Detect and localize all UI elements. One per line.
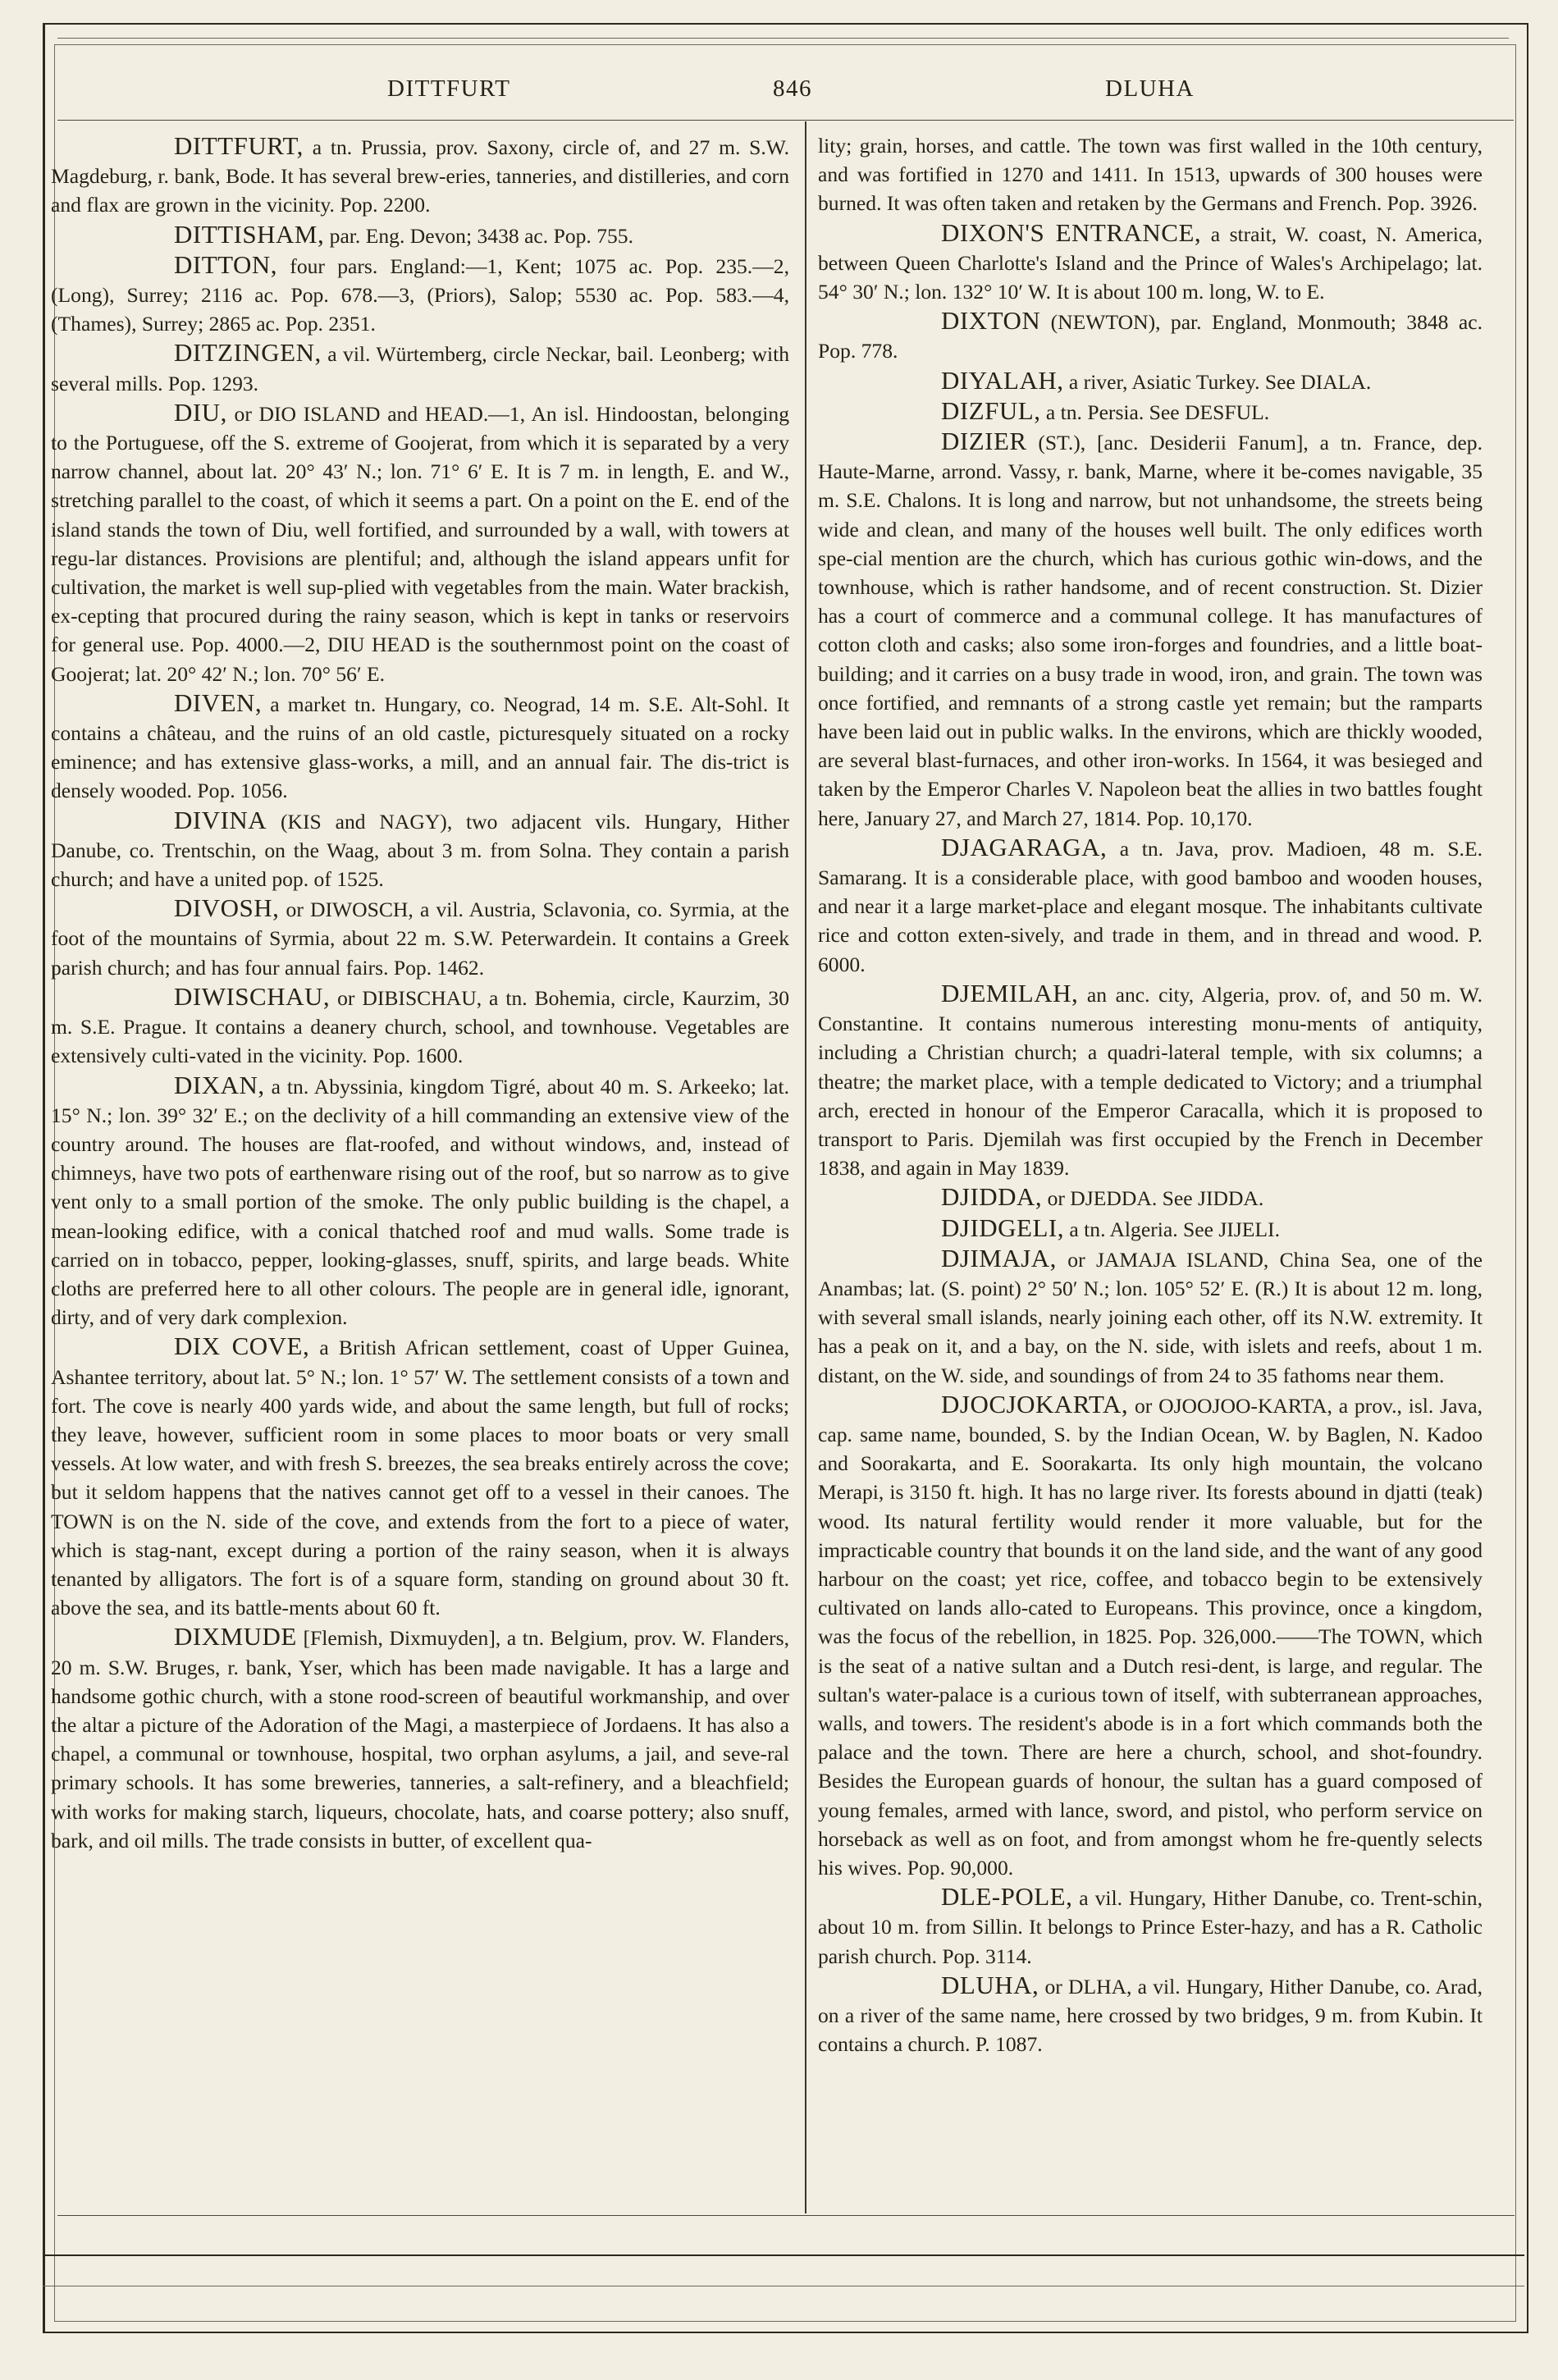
entry-text: or DIO ISLAND and HEAD.—1, An isl. Hindoostan, belonging to the Portuguese, off the S. extreme of Goojerat, from which it is separated by a very narrow channel, about lat. 20° 43′ N.; lon. 71° 6′ E. It is 7 m. in length, E. and W., stretching parallel to the coast, of which it seems a part. On a point on the E. end of the island stands the town of Diu, well fortified, and surrounded by a wall, with towers at regu-lar distances. Provisions are plentiful; and, although the island appears unfit for cultivation, the market is well sup-plied with vegetables from the main. Water brackish, ex-cepting that procured during the rainy season, which is kept in tanks or reservoirs for general use. Pop. 4000.—2, DIU HEAD is the southernmost point on the coast of Goojerat; lat. 20° 42′ N.; lon. 70° 56′ E. — [51, 401, 789, 686]
entry-headword: DIWISCHAU, — [174, 981, 331, 1011]
entry-text: a tn. Prussia, prov. Saxony, circle of, and 27 m. S.W. Magdeburg, r. bank, Bode. It has several brew-eries, tanneries, and distilleries, and corn and flax are grown in the vicinity. Pop. 2200. — [51, 135, 789, 217]
entry-text: a market tn. Hungary, co. Neograd, 14 m. S.E. Alt-Sohl. It contains a château, and the ruins of an old castle, picturesquely situated on a rocky eminence; and has extensive glass-works, a mill, and an annual fair. The dis-trict is densely wooded. Pop. 1056. — [51, 692, 789, 803]
entry-headword: DIZFUL, — [941, 395, 1041, 425]
entry-text: (KIS and NAGY), two adjacent vils. Hungary, Hither Danube, co. Trentschin, on the Waag, about 3 m. from Solna. They contain a parish church; and have a united pop. of 1525. — [51, 809, 789, 892]
entry-headword: DJEMILAH, — [941, 978, 1079, 1007]
dictionary-entry — [818, 306, 1483, 365]
dictionary-entry — [51, 1622, 789, 1855]
dictionary-entry — [818, 1882, 1483, 1971]
dictionary-entry — [818, 427, 1483, 833]
dictionary-entry — [51, 806, 789, 894]
bottom-frame-rule — [43, 2254, 1524, 2256]
entry-headword: DJIMAJA, — [941, 1243, 1057, 1272]
column-divider — [805, 121, 806, 2213]
entry-headword: DIU, — [174, 397, 227, 427]
entry-text: a vil. Hungary, Hither Danube, co. Trent-schin, about 10 m. from Sillin. It belongs to Prince Ester-hazy, and has a R. Catholic parish church. Pop. 3114. — [818, 1886, 1483, 1968]
dictionary-entry — [818, 833, 1483, 979]
entry-headword: DIVINA — [174, 805, 267, 834]
entry-headword: DITTON, — [174, 249, 278, 279]
dictionary-entry — [818, 1182, 1483, 1213]
entry-text: a vil. Würtemberg, circle Neckar, bail. Leonberg; with several mills. Pop. 1293. — [51, 342, 789, 395]
entry-headword: DLUHA, — [941, 1970, 1039, 1999]
entry-text: or JAMAJA ISLAND, China Sea, one of the Anambas; lat. (S. point) 2° 50′ N.; lon. 105° 52′ E. (R.) It is about 12 m. long, with several small islands, nearly joining each other, off its N.W. extremity. It has a peak on it, and a bay, on the N. side, with islets and reefs, about 1 m. distant, on the W. side, and soundings of from 24 to 35 fathoms near them. — [818, 1247, 1483, 1387]
entry-text: a British African settlement, coast of Upper Guinea, Ashantee territory, about lat. 5° N.; lon. 1° 57′ W. The settlement consists of a town and fort. The cove is nearly 400 yards wide, and about the same length, but full of rocks; they leave, however, sufficient room in some places to moor boats or very small vessels. At low water, and with fresh S. breezes, the sea breaks entirely across the cove; but it seldom happens that the natives cannot get off to a vessel in their canoes. The TOWN is on the N. side of the cove, and extends from the fort to a piece of water, which is stag-nant, except during a portion of the rainy season, when it is always tenanted by alligators. The fort is of a square form, standing on ground about 30 ft. above the sea, and its battle-ments about 60 ft. — [51, 1336, 789, 1620]
entry-text: a tn. Java, prov. Madioen, 48 m. S.E. Samarang. It is a considerable place, with good bamboo and wooden houses, and near it a large market-place and elegant mosque. The inhabitants cultivate rice and cotton exten-sively, and trade in them, and in thread and wood. P. 6000. — [818, 836, 1483, 976]
right-column — [818, 131, 1483, 2219]
header-right-word: DLUHA — [1105, 75, 1195, 102]
entry-text: a strait, W. coast, N. America, between Queen Charlotte's Island and the Prince of Wales's Archipelago; lat. 54° 30′ N.; lon. 132° 10′ W. It is about 100 m. long, W. to E. — [818, 222, 1483, 304]
dictionary-entry — [51, 131, 789, 220]
entry-headword: DIZIER — [941, 427, 1027, 456]
dictionary-entry — [818, 1971, 1483, 2059]
header-rule — [57, 120, 1514, 121]
entry-headword: DITZINGEN, — [174, 338, 322, 368]
entry-text: (NEWTON), par. England, Monmouth; 3848 ac. Pop. 778. — [818, 310, 1483, 363]
entry-text: or DLHA, a vil. Hungary, Hither Danube, co. Arad, on a river of the same name, here crossed by two bridges, 9 m. from Kubin. It contains a church. P. 1087. — [818, 1974, 1483, 2057]
entry-headword: DITTFURT, — [174, 131, 304, 160]
entry-text: lity; grain, horses, and cattle. The town was first walled in the 10th century, and was fortified in 1270 and 1411. In 1513, upwards of 300 houses were burned. It was often taken and retaken by the Germans and French. Pop. 3926. — [818, 134, 1483, 216]
entry-headword: DIVOSH, — [174, 893, 280, 923]
entry-text: an anc. city, Algeria, prov. of, and 50 m. W. Constantine. It contains numerous interesting monu-ments of antiquity, including a Christian church; a quadri-lateral temple, with six columns; a theatre; the market place, with a temple dedicated to Victory; and a triumphal arch, erected in honour of the Emperor Caracalla, which it is proposed to transport to Paris. Djemilah was first occupied by the French in December 1838, and again in May 1839. — [818, 982, 1483, 1181]
dictionary-entry — [818, 218, 1483, 307]
dictionary-entry — [51, 220, 789, 250]
entry-text: a tn. Algeria. See JIJELI. — [1064, 1217, 1280, 1241]
entry-text: a river, Asiatic Turkey. See DIALA. — [1063, 369, 1372, 394]
entry-headword: DJIDDA, — [941, 1182, 1043, 1212]
entry-text: or DJEDDA. See JIDDA. — [1042, 1186, 1264, 1211]
dictionary-entry — [51, 338, 789, 397]
entry-text: par. Eng. Devon; 3438 ac. Pop. 755. — [324, 223, 633, 248]
entry-text: a tn. Abyssinia, kingdom Tigré, about 40 m. S. Arkeeko; lat. 15° N.; lon. 39° 32′ E.; on the declivity of a hill commanding an extensive view of the country around. The houses are flat-roofed, and without windows, and, instead of chimneys, have two pots of earthenware rising out of the roof, but so narrow as to give vent only to a small portion of the smoke. The only public building is the chapel, a mean-looking edifice, with a conical thatched roof and mud walls. Some trade is carried on in tobacco, pepper, looking-glasses, snuff, spirits, and large beads. White cloths are preferred here to all other colours. The people are in general idle, ignorant, dirty, and of very dark complexion. — [51, 1074, 789, 1330]
bottom-rule — [57, 2215, 1515, 2216]
entry-text: or DIWOSCH, a vil. Austria, Sclavonia, co. Syrmia, at the foot of the mountains of Syrmia, about 22 m. S.W. Peterwardein. It contains a Greek parish church; and has four annual fairs. Pop. 1462. — [51, 898, 789, 980]
running-head — [57, 75, 1518, 110]
entry-text: (ST.), [anc. Desiderii Fanum], a tn. France, dep. Haute-Marne, arrond. Vassy, r. bank, Marne, where it be-comes navigable, 35 m. S.E. Chalons. It is long and narrow, but not unhandsome, the streets being wide and clean, and many of the houses well built. The only edifices worth spe-cial mention are the church, which has curious gothic win-dows, and the townhouse, which is rather handsome, and of recent construction. St. Dizier has a court of commerce and a communal college. It has manufactures of cotton cloth and casks; also some iron-forges and foundries, and a little boat-building; and it carries on a busy trade in wood, iron, and grain. The town was once fortified, and remnants of a strong castle yet remain; but the ramparts have been laid out in public walks. In the environs, which are thickly wooded, are several blast-furnaces, and other iron-works. In 1564, it was besieged and taken by the Emperor Charles V. Napoleon beat the allies in two battles fought here, January 27, and March 27, 1814. Pop. 10,170. — [818, 431, 1483, 830]
dictionary-entry — [818, 979, 1483, 1182]
entry-text: a tn. Persia. See DESFUL. — [1040, 400, 1270, 424]
entry-headword: DJIDGELI, — [941, 1213, 1064, 1242]
entry-text: [Flemish, Dixmuyden], a tn. Belgium, prov. W. Flanders, 20 m. S.W. Bruges, r. bank, Yser, which has been made navigable. It has a large and handsome gothic church, with a stone rood-screen of beautiful workmanship, and over the altar a picture of the Adoration of the Magi, a masterpiece of Jordaens. It has also a chapel, a communal or townhouse, hospital, two orphan asylums, a jail, and seve-ral primary schools. It has some breweries, tanneries, a salt-refinery, and a bleachfield; with works for making starch, liqueurs, chocolate, hats, and coarse pottery; also snuff, bark, and oil mills. The trade consists in butter, of excellent qua- — [51, 1626, 789, 1852]
dictionary-entry — [51, 982, 789, 1071]
entry-headword: DIVEN, — [174, 688, 263, 717]
entry-headword: DLE-POLE, — [941, 1882, 1073, 1912]
entry-headword: DIXON'S ENTRANCE, — [941, 217, 1202, 247]
entry-headword: DJAGARAGA, — [941, 832, 1108, 861]
dictionary-entry — [51, 893, 789, 982]
dictionary-entry — [51, 250, 789, 339]
top-rule — [57, 38, 1509, 39]
page-number: 846 — [773, 75, 812, 102]
dictionary-entry — [51, 1332, 789, 1622]
entry-headword: DIXTON — [941, 306, 1041, 336]
entry-text: or DIBISCHAU, a tn. Bohemia, circle, Kaurzim, 30 m. S.E. Prague. It contains a deanery church, school, and townhouse. Vegetables are extensively culti-vated in the vicinity. Pop. 1600. — [51, 985, 789, 1068]
dictionary-entry — [818, 131, 1483, 218]
dictionary-entry — [818, 1244, 1483, 1390]
entry-headword: DITTISHAM, — [174, 219, 325, 249]
entry-text: four pars. England:—1, Kent; 1075 ac. Pop. 235.—2, (Long), Surrey; 2116 ac. Pop. 678.—3, (Priors), Salop; 5530 ac. Pop. 583.—4, (Thames), Surrey; 2865 ac. Pop. 2351. — [51, 254, 789, 336]
entry-headword: DIXAN, — [174, 1070, 265, 1099]
entry-text: or OJOOJOO-KARTA, a prov., isl. Java, cap. same name, bounded, S. by the Indian Ocean, W. by Baglen, N. Kadoo and Soorakarta, and E. Soorakarta. Its only high mountain, the volcano Merapi, is 3150 ft. high. It has no large river. Its forests abound in djatti (teak) wood. Its natural fertility would render it more valuable, but for the impracticable country that bounds it on the land side, and the want of any good harbour on the coast; yet rice, coffee, and tobacco begin to be extensively cultivated on lands allo-cated to Europeans. This province, once a kingdom, was the focus of the rebellion, in 1825. Pop. 326,000.——The TOWN, which is the seat of a native sultan and a Dutch resi-dent, is large, and regular. The sultan's water-palace is a curious town of itself, with subterranean approaches, walls, and towers. The resident's abode is in a fort which commands both the palace and the town. There are here a church, school, and shot-foundry. Besides the European guards of honour, the sultan has a guard composed of young females, armed with lance, sword, and pistol, who perform service on horseback as well as on foot, and from amongst whom he fre-quently selects his wives. Pop. 90,000. — [818, 1393, 1483, 1880]
entry-headword: DIX COVE, — [174, 1332, 310, 1361]
dictionary-entry — [818, 1390, 1483, 1882]
left-column — [51, 131, 789, 2219]
entry-headword: DIYALAH, — [941, 365, 1064, 395]
header-left-word: DITTFURT — [387, 75, 511, 102]
dictionary-entry — [51, 688, 789, 806]
dictionary-entry — [818, 396, 1483, 427]
entry-headword: DIXMUDE — [174, 1622, 297, 1651]
dictionary-entry — [51, 398, 789, 688]
entry-headword: DJOCJOKARTA, — [941, 1389, 1129, 1418]
dictionary-entry — [51, 1071, 789, 1332]
dictionary-entry — [818, 1213, 1483, 1244]
dictionary-entry — [818, 366, 1483, 396]
